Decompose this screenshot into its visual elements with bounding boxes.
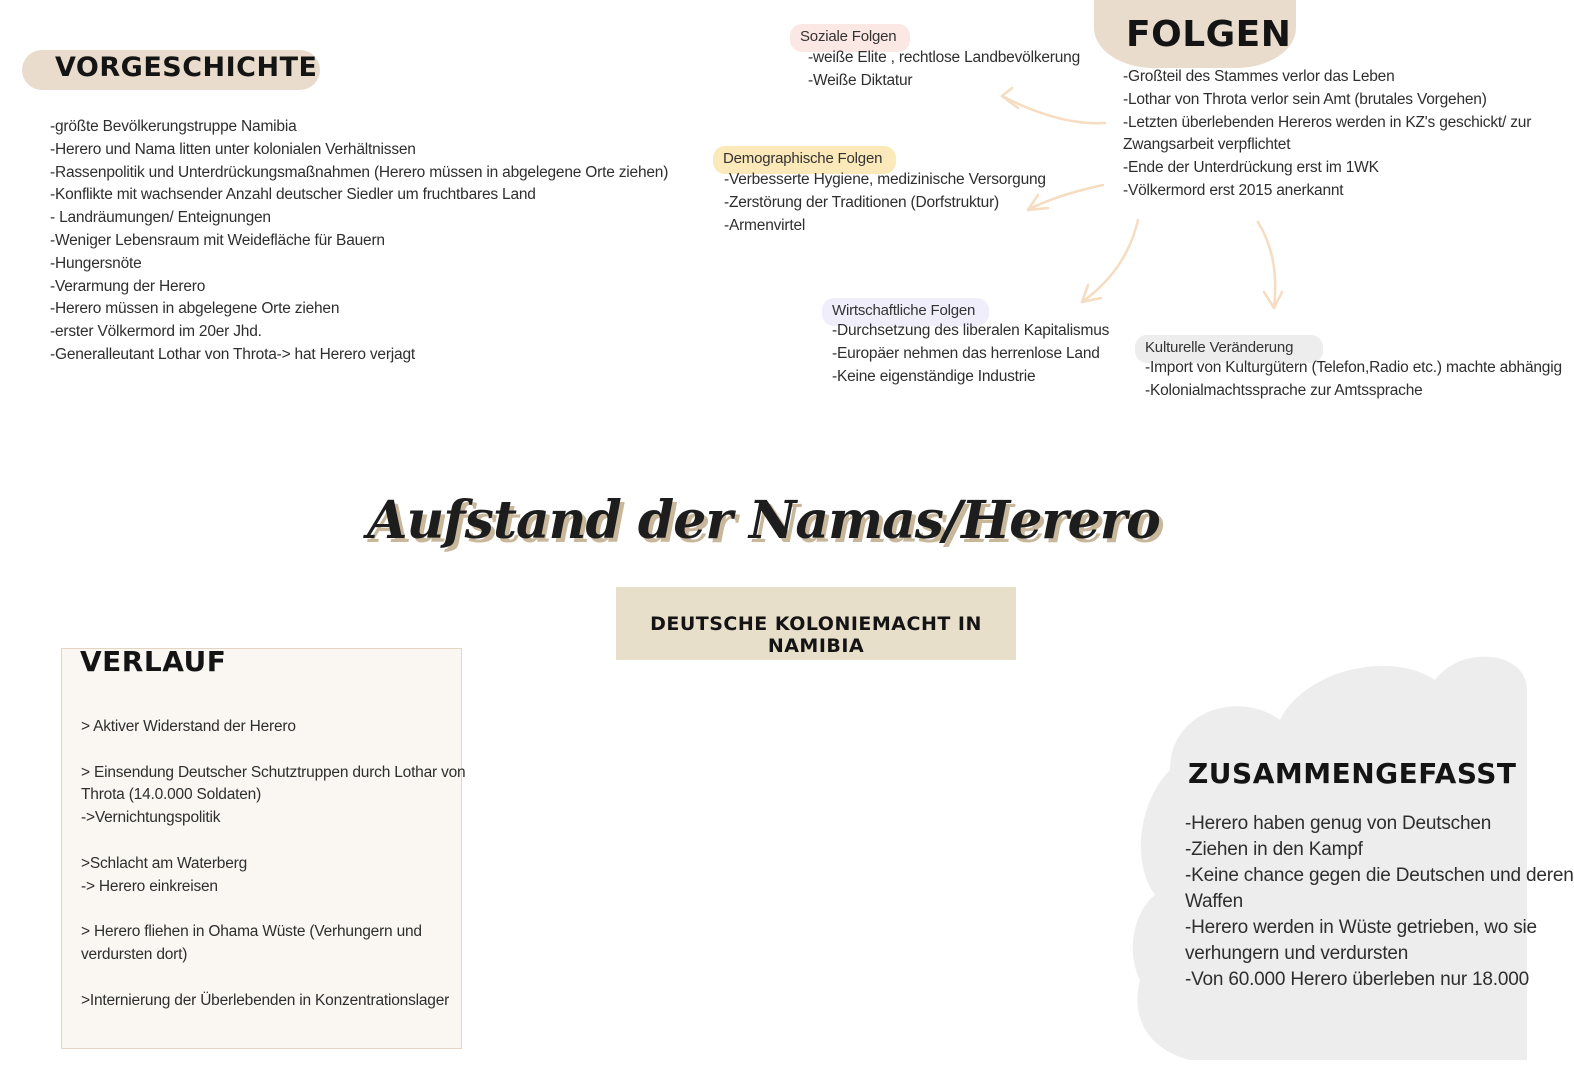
list-item: -Letzten überlebenden Hereros werden in KZ's geschickt/ zur	[1123, 113, 1532, 131]
list-item: > Einsendung Deutscher Schutztruppen durch Lothar von	[81, 763, 466, 781]
list-item: -Import von Kulturgütern (Telefon,Radio etc.) machte abhängig	[1145, 359, 1562, 376]
page-subtitle: DEUTSCHE KOLONIEMACHT IN NAMIBIA	[650, 613, 982, 657]
page-title: Aufstand der Namas/Herero	[367, 490, 1160, 551]
list-item: -Herero müssen in abgelegene Orte ziehen	[50, 300, 340, 318]
list-item: -Rassenpolitik und Unterdrückungsmaßnahmen (Herero müssen in abgelegene Orte ziehen)	[50, 163, 669, 181]
list-item	[81, 967, 465, 990]
list-item: -Hungersnöte	[50, 254, 142, 272]
kulturelle-veraenderung-list	[1145, 357, 1562, 403]
list-item: -Armenvirtel	[724, 216, 806, 234]
list-item: -Konflikte mit wachsender Anzahl deutscher Siedler um fruchtbares Land	[50, 186, 536, 204]
soziale-folgen-label: Soziale Folgen	[790, 24, 910, 52]
list-item: -Ende der Unterdrückung erst im 1WK	[1123, 159, 1379, 177]
list-item	[81, 898, 465, 921]
list-item: > Aktiver Widerstand der Herero	[81, 718, 296, 735]
kulturelle-veraenderung-label: Kulturelle Veränderung	[1135, 335, 1323, 363]
list-item: -Kolonialmachtssprache zur Amtssprache	[1145, 381, 1423, 399]
list-item: -Generalleutant Lothar von Throta-> hat Herero verjagt	[50, 345, 415, 363]
list-item: -Herero und Nama litten unter kolonialen Verhältnissen	[50, 140, 416, 158]
list-item: -Lothar von Throta verlor sein Amt (brutales Vorgehen)	[1123, 90, 1487, 108]
wirtschaftliche-folgen-label: Wirtschaftliche Folgen	[822, 298, 989, 326]
list-item: - Landräumungen/ Enteignungen	[50, 209, 271, 227]
list-item: -Zerstörung der Traditionen (Dorfstruktur)	[724, 193, 1000, 211]
list-item: -Keine chance gegen die Deutschen und deren	[1185, 865, 1574, 886]
vorgeschichte-list	[50, 116, 668, 367]
list-item: -Durchsetzung des liberalen Kapitalismus	[832, 322, 1110, 339]
list-item: Throta (14.0.000 Soldaten)	[81, 786, 262, 804]
list-item: -> Herero einkreisen	[81, 877, 218, 895]
arrow-to-soziale	[1002, 96, 1105, 123]
list-item: -Großteil des Stammes verlor das Leben	[1123, 68, 1395, 85]
vorgeschichte-heading: VORGESCHICHTE	[55, 52, 318, 83]
list-item: -weiße Elite , rechtlose Landbevölkerung	[808, 49, 1081, 66]
wirtschaftliche-folgen-list	[832, 320, 1109, 388]
list-item: > Herero fliehen in Ohama Wüste (Verhungern und	[81, 923, 422, 941]
list-item: ->Vernichtungspolitik	[81, 809, 221, 827]
list-item: Zwangsarbeit verpflichtet	[1123, 136, 1291, 154]
verlauf-heading: VERLAUF	[80, 645, 227, 678]
list-item: -Europäer nehmen das herrenlose Land	[832, 344, 1100, 362]
list-item: -Verarmung der Herero	[50, 277, 206, 295]
zusammengefasst-list	[1185, 811, 1574, 993]
list-item: -größte Bevölkerungstruppe Namibia	[50, 118, 297, 135]
list-item: >Schlacht am Waterberg	[81, 854, 248, 872]
list-item: -Von 60.000 Herero überleben nur 18.000	[1185, 969, 1529, 990]
list-item: -Weiße Diktatur	[808, 71, 913, 89]
list-item: -Weniger Lebensraum mit Weidefläche für Bauern	[50, 231, 385, 249]
list-item: verhungern und verdursten	[1185, 943, 1409, 964]
soziale-folgen-list	[808, 47, 1080, 93]
folgen-list	[1123, 66, 1531, 203]
list-item: -Völkermord erst 2015 anerkannt	[1123, 181, 1344, 199]
list-item: >Internierung der Überlebenden in Konzentrationslager	[81, 991, 450, 1009]
list-item: verdursten dort)	[81, 945, 188, 963]
demographische-folgen-list	[724, 169, 1046, 237]
list-item: -Herero haben genug von Deutschen	[1185, 813, 1492, 834]
list-item	[81, 830, 465, 853]
list-item: -Herero werden in Wüste getrieben, wo sie	[1185, 917, 1537, 938]
list-item: -erster Völkermord im 20er Jhd.	[50, 323, 262, 341]
list-item	[81, 739, 465, 762]
list-item: Waffen	[1185, 891, 1243, 912]
list-item: -Keine eigenständige Industrie	[832, 367, 1036, 385]
zusammengefasst-heading: ZUSAMMENGEFASST	[1188, 757, 1517, 790]
arrow-to-wirtschaftliche	[1082, 220, 1138, 302]
arrow-to-kulturelle-head	[1264, 292, 1282, 308]
folgen-heading: FOLGEN	[1126, 14, 1292, 55]
demographische-folgen-label: Demographische Folgen	[713, 146, 896, 174]
verlauf-list	[81, 716, 465, 1012]
list-item: -Verbesserte Hygiene, medizinische Versorgung	[724, 171, 1046, 188]
list-item: -Ziehen in den Kampf	[1185, 839, 1363, 860]
